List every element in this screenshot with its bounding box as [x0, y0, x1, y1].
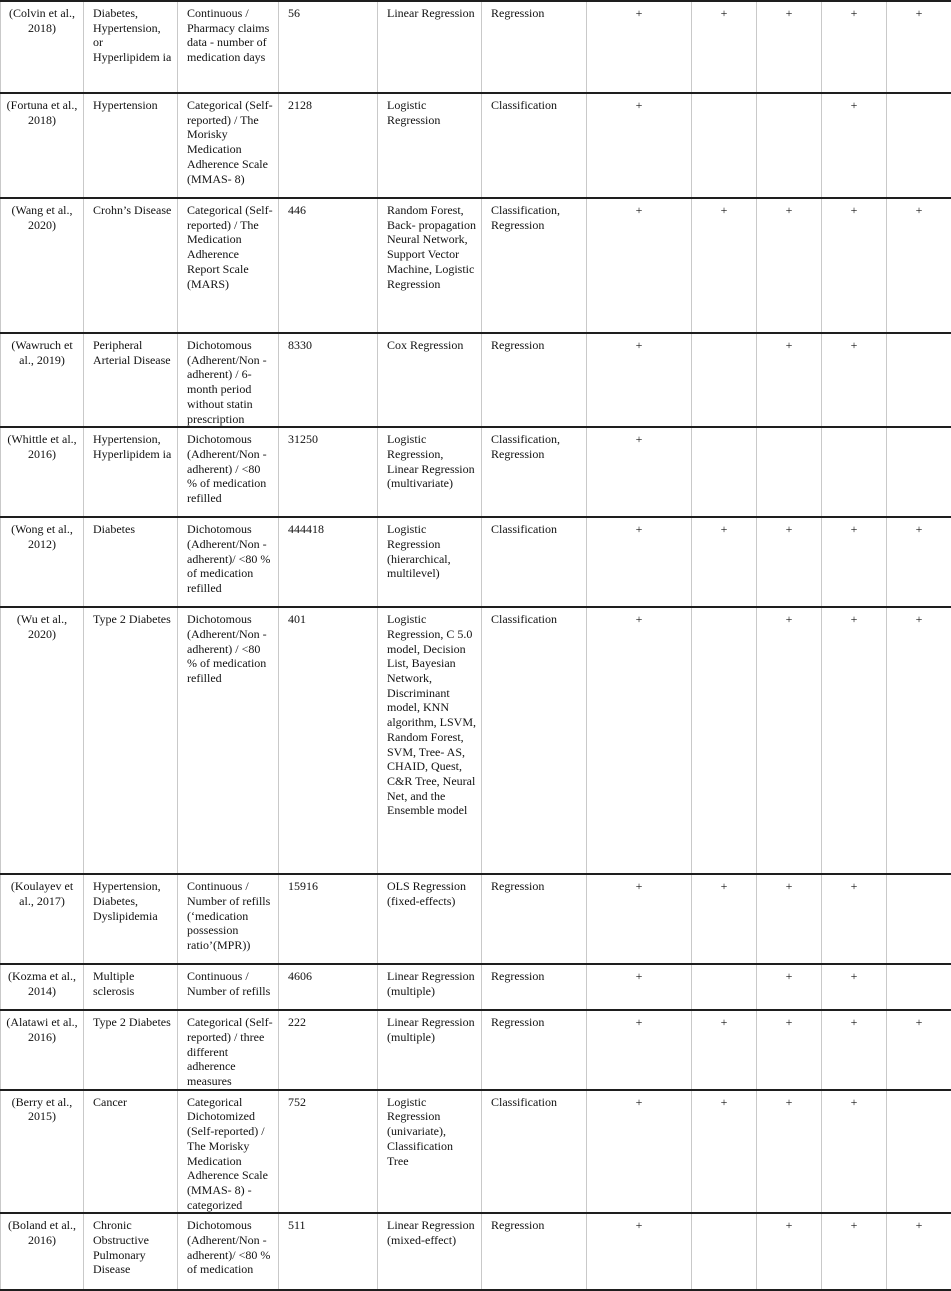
model-cell: Linear Regression	[378, 1, 482, 93]
criterion-mark-cell: +	[822, 333, 887, 427]
table-row	[1, 1010, 951, 1090]
adherence-measure-cell: Dichotomous (Adherent/Non -adherent) / 6- month period without statin prescription	[178, 333, 279, 427]
criterion-mark-cell: +	[757, 198, 822, 333]
disease-cell: Diabetes, Hypertension, or Hyperlipidem ia	[84, 1, 178, 93]
task-cell: Classification	[482, 93, 587, 198]
ref-cell: (Kozma et al., 2014)	[1, 964, 84, 1010]
criterion-mark-cell	[887, 964, 951, 1010]
criterion-mark-cell	[692, 1213, 757, 1290]
sample-size-cell: 446	[279, 198, 378, 333]
model-cell: Logistic Regression, Linear Regression (multivariate)	[378, 427, 482, 517]
table-row	[1, 607, 951, 874]
table-row	[1, 964, 951, 1010]
ref-cell: (Wang et al., 2020)	[1, 198, 84, 333]
adherence-measure-cell: Dichotomous (Adherent/Non -adherent)/ <80 % of medication refilled	[178, 517, 279, 607]
task-cell: Regression	[482, 1010, 587, 1090]
criterion-mark-cell	[692, 427, 757, 517]
criterion-mark-cell: +	[587, 1010, 692, 1090]
disease-cell: Hypertension, Diabetes, Dyslipidemia	[84, 874, 178, 964]
sample-size-cell: 444418	[279, 517, 378, 607]
criterion-mark-cell: +	[887, 198, 951, 333]
adherence-measure-cell: Categorical (Self-reported) / The Morisky Medication Adherence Scale (MMAS- 8)	[178, 93, 279, 198]
criterion-mark-cell: +	[587, 333, 692, 427]
criterion-mark-cell	[692, 607, 757, 874]
model-cell: Linear Regression (multiple)	[378, 964, 482, 1010]
criterion-mark-cell	[757, 93, 822, 198]
disease-cell: Multiple sclerosis	[84, 964, 178, 1010]
criterion-mark-cell: +	[822, 964, 887, 1010]
sample-size-cell: 2128	[279, 93, 378, 198]
sample-size-cell: 752	[279, 1090, 378, 1214]
criterion-mark-cell	[887, 427, 951, 517]
task-cell: Regression	[482, 1, 587, 93]
table-row	[1, 333, 951, 427]
sample-size-cell: 8330	[279, 333, 378, 427]
sample-size-cell: 222	[279, 1010, 378, 1090]
criterion-mark-cell: +	[757, 964, 822, 1010]
criterion-mark-cell	[692, 964, 757, 1010]
criterion-mark-cell	[757, 427, 822, 517]
criterion-mark-cell: +	[587, 427, 692, 517]
adherence-measure-cell: Categorical Dichotomized (Self-reported) / The Morisky Medication Adherence Scale (MMAS- 8) - categorized	[178, 1090, 279, 1214]
table-row	[1, 93, 951, 198]
task-cell: Classification	[482, 517, 587, 607]
table-row	[1, 1213, 951, 1290]
adherence-measure-cell: Dichotomous (Adherent/Non -adherent)/ <80 % of medication	[178, 1213, 279, 1290]
disease-cell: Peripheral Arterial Disease	[84, 333, 178, 427]
criterion-mark-cell: +	[692, 874, 757, 964]
ref-cell: (Fortuna et al., 2018)	[1, 93, 84, 198]
task-cell: Classification, Regression	[482, 198, 587, 333]
criterion-mark-cell: +	[692, 1010, 757, 1090]
task-cell: Classification	[482, 607, 587, 874]
table-body	[1, 1, 951, 1290]
disease-cell: Chronic Obstructive Pulmonary Disease	[84, 1213, 178, 1290]
criterion-mark-cell: +	[822, 1010, 887, 1090]
criterion-mark-cell: +	[692, 517, 757, 607]
disease-cell: Diabetes	[84, 517, 178, 607]
sample-size-cell: 511	[279, 1213, 378, 1290]
disease-cell: Type 2 Diabetes	[84, 607, 178, 874]
criterion-mark-cell: +	[692, 198, 757, 333]
adherence-measure-cell: Dichotomous (Adherent/Non -adherent) / <80 % of medication refilled	[178, 607, 279, 874]
criterion-mark-cell	[692, 333, 757, 427]
criterion-mark-cell: +	[887, 1, 951, 93]
ref-cell: (Colvin et al., 2018)	[1, 1, 84, 93]
adherence-measure-cell: Categorical (Self-reported) / three different adherence measures	[178, 1010, 279, 1090]
disease-cell: Cancer	[84, 1090, 178, 1214]
model-cell: Linear Regression (multiple)	[378, 1010, 482, 1090]
criterion-mark-cell: +	[887, 1213, 951, 1290]
model-cell: Logistic Regression (univariate), Classification Tree	[378, 1090, 482, 1214]
criterion-mark-cell: +	[757, 333, 822, 427]
ref-cell: (Wu et al., 2020)	[1, 607, 84, 874]
criterion-mark-cell: +	[757, 517, 822, 607]
criterion-mark-cell: +	[822, 607, 887, 874]
criterion-mark-cell: +	[587, 198, 692, 333]
ref-cell: (Wawruch et al., 2019)	[1, 333, 84, 427]
ref-cell: (Berry et al., 2015)	[1, 1090, 84, 1214]
criterion-mark-cell: +	[822, 93, 887, 198]
criterion-mark-cell: +	[822, 1213, 887, 1290]
model-cell: Logistic Regression, C 5.0 model, Decision List, Bayesian Network, Discriminant model, KNN algorithm, LSVM, Random Forest, SVM, Tree- AS, CHAID, Quest, C&R Tree, Neural Net, and the Ensemble model	[378, 607, 482, 874]
adherence-measure-cell: Continuous / Number of refills	[178, 964, 279, 1010]
criterion-mark-cell: +	[822, 874, 887, 964]
criterion-mark-cell	[887, 333, 951, 427]
disease-cell: Crohn’s Disease	[84, 198, 178, 333]
criterion-mark-cell: +	[822, 517, 887, 607]
criterion-mark-cell: +	[822, 198, 887, 333]
adherence-measure-cell: Dichotomous (Adherent/Non -adherent) / <80 % of medication refilled	[178, 427, 279, 517]
disease-cell: Hypertension, Hyperlipidem ia	[84, 427, 178, 517]
criterion-mark-cell	[887, 1090, 951, 1214]
model-cell: Linear Regression (mixed-effect)	[378, 1213, 482, 1290]
model-cell: Random Forest, Back- propagation Neural Network, Support Vector Machine, Logistic Regression	[378, 198, 482, 333]
ref-cell: (Wong et al., 2012)	[1, 517, 84, 607]
table-row	[1, 198, 951, 333]
task-cell: Regression	[482, 333, 587, 427]
table-row	[1, 1090, 951, 1214]
task-cell: Classification	[482, 1090, 587, 1214]
adherence-measure-cell: Continuous / Number of refills (‘medication possession ratio’(MPR))	[178, 874, 279, 964]
table-row	[1, 1, 951, 93]
criterion-mark-cell: +	[757, 874, 822, 964]
criterion-mark-cell	[822, 427, 887, 517]
task-cell: Regression	[482, 874, 587, 964]
model-cell: OLS Regression (fixed-effects)	[378, 874, 482, 964]
disease-cell: Type 2 Diabetes	[84, 1010, 178, 1090]
task-cell: Classification, Regression	[482, 427, 587, 517]
table-row	[1, 517, 951, 607]
table-row	[1, 874, 951, 964]
criterion-mark-cell: +	[692, 1, 757, 93]
criterion-mark-cell	[887, 93, 951, 198]
criterion-mark-cell: +	[887, 607, 951, 874]
criterion-mark-cell: +	[587, 517, 692, 607]
criterion-mark-cell: +	[822, 1090, 887, 1214]
ref-cell: (Alatawi et al., 2016)	[1, 1010, 84, 1090]
disease-cell: Hypertension	[84, 93, 178, 198]
adherence-measure-cell: Categorical (Self-reported) / The Medication Adherence Report Scale (MARS)	[178, 198, 279, 333]
criterion-mark-cell: +	[822, 1, 887, 93]
ref-cell: (Koulayev et al., 2017)	[1, 874, 84, 964]
criterion-mark-cell: +	[757, 1090, 822, 1214]
model-cell: Logistic Regression	[378, 93, 482, 198]
criterion-mark-cell: +	[587, 874, 692, 964]
criterion-mark-cell: +	[587, 607, 692, 874]
criterion-mark-cell: +	[587, 93, 692, 198]
ref-cell: (Boland et al., 2016)	[1, 1213, 84, 1290]
criterion-mark-cell: +	[587, 1, 692, 93]
sample-size-cell: 15916	[279, 874, 378, 964]
criterion-mark-cell: +	[757, 1010, 822, 1090]
criterion-mark-cell: +	[587, 964, 692, 1010]
sample-size-cell: 56	[279, 1, 378, 93]
criterion-mark-cell: +	[692, 1090, 757, 1214]
criterion-mark-cell: +	[757, 607, 822, 874]
model-cell: Cox Regression	[378, 333, 482, 427]
criterion-mark-cell: +	[887, 1010, 951, 1090]
sample-size-cell: 31250	[279, 427, 378, 517]
criterion-mark-cell: +	[757, 1, 822, 93]
criterion-mark-cell	[692, 93, 757, 198]
criterion-mark-cell: +	[757, 1213, 822, 1290]
criterion-mark-cell: +	[587, 1090, 692, 1214]
model-cell: Logistic Regression (hierarchical, multilevel)	[378, 517, 482, 607]
criterion-mark-cell: +	[887, 517, 951, 607]
task-cell: Regression	[482, 964, 587, 1010]
adherence-measure-cell: Continuous / Pharmacy claims data - number of medication days	[178, 1, 279, 93]
ref-cell: (Whittle et al., 2016)	[1, 427, 84, 517]
task-cell: Regression	[482, 1213, 587, 1290]
criterion-mark-cell: +	[587, 1213, 692, 1290]
sample-size-cell: 401	[279, 607, 378, 874]
sample-size-cell: 4606	[279, 964, 378, 1010]
criterion-mark-cell	[887, 874, 951, 964]
table-row	[1, 427, 951, 517]
